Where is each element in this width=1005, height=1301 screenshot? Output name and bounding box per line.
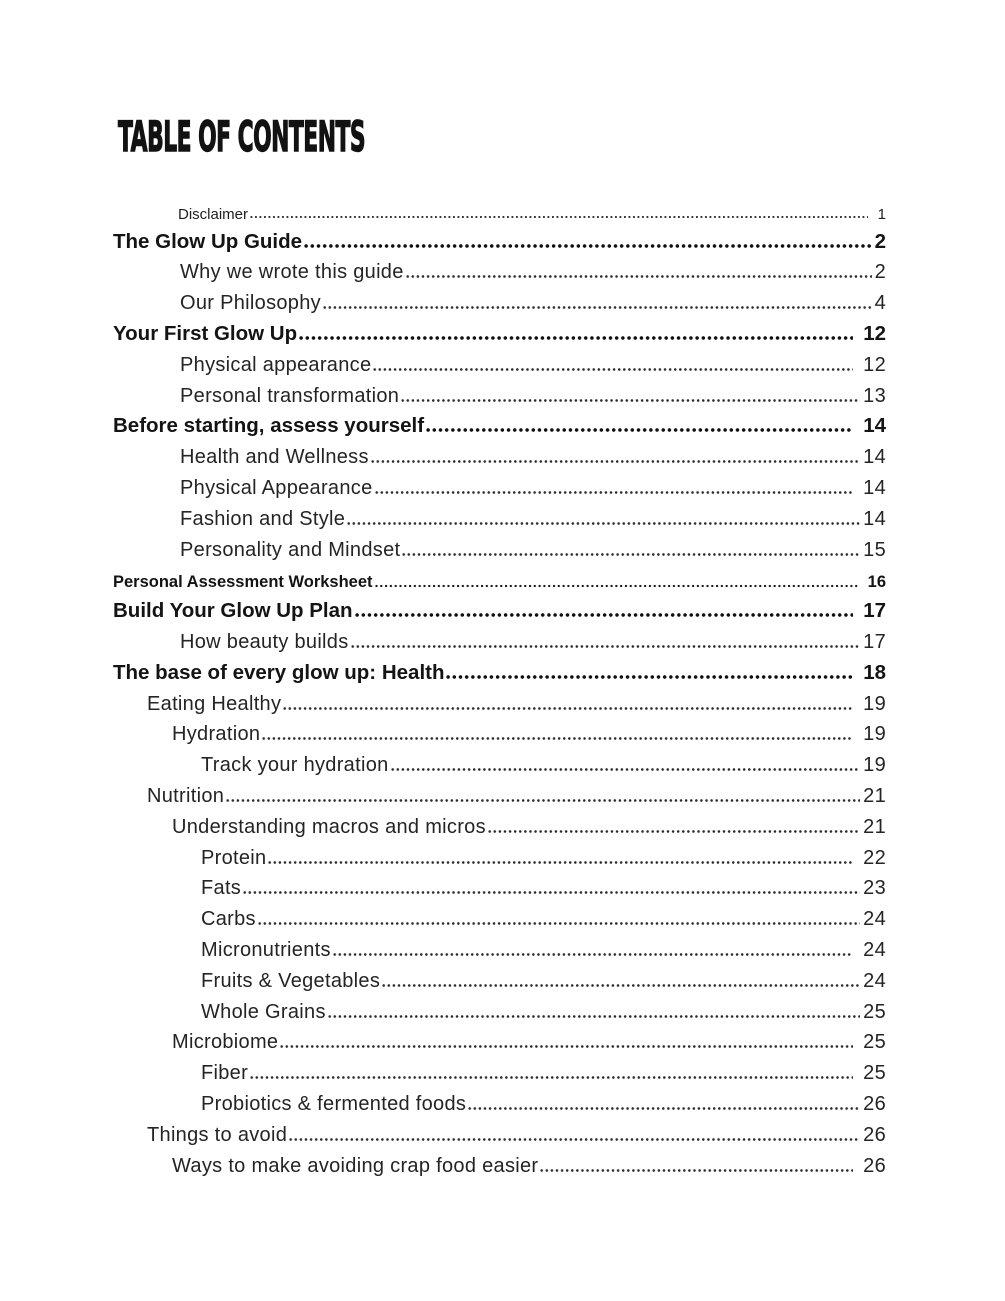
- toc-entry-page-number: 1: [877, 205, 886, 223]
- toc-entry-label: Our Philosophy: [180, 292, 321, 315]
- toc-entry-label: Protein: [201, 846, 267, 869]
- toc-entry-page-number: 25: [863, 1062, 886, 1085]
- toc-entry-label: Before starting, assess yourself: [113, 414, 425, 438]
- dot-leader: [323, 305, 872, 310]
- page-title: TABLE OF CONTENTS: [118, 112, 366, 161]
- toc-entry[interactable]: [113, 408, 886, 439]
- toc-entry[interactable]: [113, 839, 886, 870]
- toc-entry-label: Disclaimer: [178, 205, 249, 223]
- dot-leader: [446, 674, 853, 680]
- dot-leader: [304, 243, 872, 249]
- toc-entry-label: Micronutrients: [201, 938, 331, 961]
- toc-entry-label: Why we wrote this guide: [180, 261, 404, 284]
- toc-entry-label: Personality and Mindset: [180, 538, 401, 561]
- dot-leader: [406, 274, 872, 279]
- toc-entry-page-number: 18: [863, 660, 886, 684]
- toc-entry-page-number: 17: [863, 630, 886, 653]
- toc-entry[interactable]: [113, 900, 886, 931]
- toc-entry-page-number: 24: [863, 908, 886, 931]
- dot-leader: [540, 1168, 853, 1173]
- toc-entry[interactable]: [113, 592, 886, 623]
- dot-leader: [371, 459, 860, 464]
- toc-entry-label: Things to avoid: [147, 1123, 288, 1146]
- toc-entry-page-number: 12: [863, 353, 886, 376]
- dot-leader: [289, 1137, 860, 1142]
- toc-entry-label: Fashion and Style: [180, 507, 346, 530]
- dot-leader: [382, 983, 860, 988]
- table-of-contents: [113, 192, 886, 1178]
- toc-entry-page-number: 14: [863, 476, 886, 499]
- dot-leader: [299, 335, 853, 341]
- toc-entry[interactable]: [113, 993, 886, 1024]
- toc-entry-page-number: 24: [863, 938, 886, 961]
- toc-entry-label: Probiotics & fermented foods: [201, 1092, 467, 1115]
- toc-entry[interactable]: [113, 1054, 886, 1085]
- dot-leader: [391, 767, 861, 772]
- dot-leader: [280, 1044, 853, 1049]
- toc-entry-page-number: 26: [863, 1154, 886, 1177]
- dot-leader: [401, 398, 860, 403]
- toc-entry-page-number: 26: [863, 1092, 886, 1115]
- toc-entry-label: Fruits & Vegetables: [201, 969, 381, 992]
- toc-entry[interactable]: [113, 777, 886, 808]
- toc-entry-label: The Glow Up Guide: [113, 229, 303, 253]
- toc-entry-page-number: 17: [863, 599, 886, 623]
- dot-leader: [283, 706, 853, 711]
- dot-leader: [347, 521, 860, 526]
- dot-leader: [226, 798, 860, 803]
- toc-entry[interactable]: [113, 315, 886, 346]
- toc-entry-page-number: 23: [863, 877, 886, 900]
- toc-entry-page-number: 2: [874, 261, 886, 284]
- toc-entry-label: Microbiome: [172, 1031, 279, 1054]
- dot-leader: [250, 1075, 853, 1080]
- toc-entry[interactable]: [113, 377, 886, 408]
- toc-entry[interactable]: [113, 223, 886, 254]
- toc-entry-label: Whole Grains: [201, 1000, 326, 1023]
- toc-entry[interactable]: [113, 1147, 886, 1178]
- toc-entry[interactable]: [113, 438, 886, 469]
- toc-entry-page-number: 14: [863, 446, 886, 469]
- toc-entry-label: Personal Assessment Worksheet: [113, 573, 373, 592]
- toc-entry-label: Health and Wellness: [180, 446, 369, 469]
- toc-entry[interactable]: [113, 531, 886, 562]
- dot-leader: [488, 829, 860, 834]
- toc-entry[interactable]: [113, 346, 886, 377]
- toc-entry[interactable]: [113, 1024, 886, 1055]
- toc-entry-label: Hydration: [172, 723, 261, 746]
- toc-entry-page-number: 21: [863, 784, 886, 807]
- dot-leader: [375, 584, 858, 589]
- dot-leader: [355, 612, 854, 618]
- dot-leader: [333, 952, 853, 957]
- dot-leader: [262, 736, 853, 741]
- toc-entry-page-number: 21: [863, 815, 886, 838]
- toc-entry-label: Personal transformation: [180, 384, 400, 407]
- toc-entry-label: Eating Healthy: [147, 692, 282, 715]
- toc-entry-page-number: 24: [863, 969, 886, 992]
- toc-entry-page-number: 19: [863, 723, 886, 746]
- dot-leader: [373, 367, 853, 372]
- toc-entry[interactable]: [113, 623, 886, 654]
- toc-entry[interactable]: [113, 808, 886, 839]
- toc-entry-label: Ways to make avoiding crap food easier: [172, 1154, 539, 1177]
- toc-entry-page-number: 2: [874, 229, 886, 253]
- dot-leader: [351, 644, 861, 649]
- toc-entry[interactable]: [113, 746, 886, 777]
- toc-entry-page-number: 26: [863, 1123, 886, 1146]
- dot-leader: [375, 490, 854, 495]
- dot-leader: [258, 921, 860, 926]
- toc-entry[interactable]: [113, 562, 886, 593]
- toc-entry[interactable]: [113, 469, 886, 500]
- dot-leader: [402, 552, 860, 557]
- toc-entry-label: How beauty builds: [180, 630, 349, 653]
- toc-entry-label: Your First Glow Up: [113, 321, 298, 345]
- toc-entry-page-number: 4: [874, 292, 886, 315]
- dot-leader: [328, 1014, 860, 1019]
- toc-entry-page-number: 19: [863, 754, 886, 777]
- dot-leader: [268, 860, 853, 865]
- toc-entry[interactable]: [113, 500, 886, 531]
- toc-entry[interactable]: [113, 192, 886, 223]
- toc-entry[interactable]: [113, 716, 886, 747]
- toc-entry-label: Track your hydration: [201, 754, 389, 777]
- toc-entry-label: Nutrition: [147, 784, 225, 807]
- toc-entry-label: Fats: [201, 877, 242, 900]
- toc-entry-page-number: 12: [863, 321, 886, 345]
- toc-entry-page-number: 22: [863, 846, 886, 869]
- toc-entry[interactable]: [113, 870, 886, 901]
- toc-entry-label: Build Your Glow Up Plan: [113, 599, 353, 623]
- toc-entry-label: Understanding macros and micros: [172, 815, 486, 838]
- toc-entry-label: Physical Appearance: [180, 476, 373, 499]
- toc-entry-label: Physical appearance: [180, 353, 372, 376]
- toc-entry-page-number: 25: [863, 1031, 886, 1054]
- toc-entry[interactable]: [113, 254, 886, 285]
- toc-entry-page-number: 15: [863, 538, 886, 561]
- toc-entry-page-number: 14: [863, 414, 886, 438]
- toc-entry-page-number: 25: [863, 1000, 886, 1023]
- toc-entry[interactable]: [113, 685, 886, 716]
- toc-entry-page-number: 13: [863, 384, 886, 407]
- toc-entry[interactable]: [113, 1085, 886, 1116]
- toc-entry-label: Fiber: [201, 1062, 249, 1085]
- toc-entry[interactable]: [113, 1116, 886, 1147]
- toc-entry-label: Carbs: [201, 908, 256, 931]
- toc-entry-page-number: 19: [863, 692, 886, 715]
- dot-leader: [468, 1106, 860, 1111]
- toc-entry-page-number: 16: [867, 573, 886, 592]
- dot-leader: [243, 890, 860, 895]
- dot-leader: [250, 215, 868, 219]
- dot-leader: [426, 427, 853, 433]
- toc-entry-page-number: 14: [863, 507, 886, 530]
- toc-entry-label: The base of every glow up: Health: [113, 660, 445, 684]
- toc-entry[interactable]: [113, 931, 886, 962]
- toc-entry[interactable]: [113, 284, 886, 315]
- toc-entry[interactable]: [113, 962, 886, 993]
- toc-entry[interactable]: [113, 654, 886, 685]
